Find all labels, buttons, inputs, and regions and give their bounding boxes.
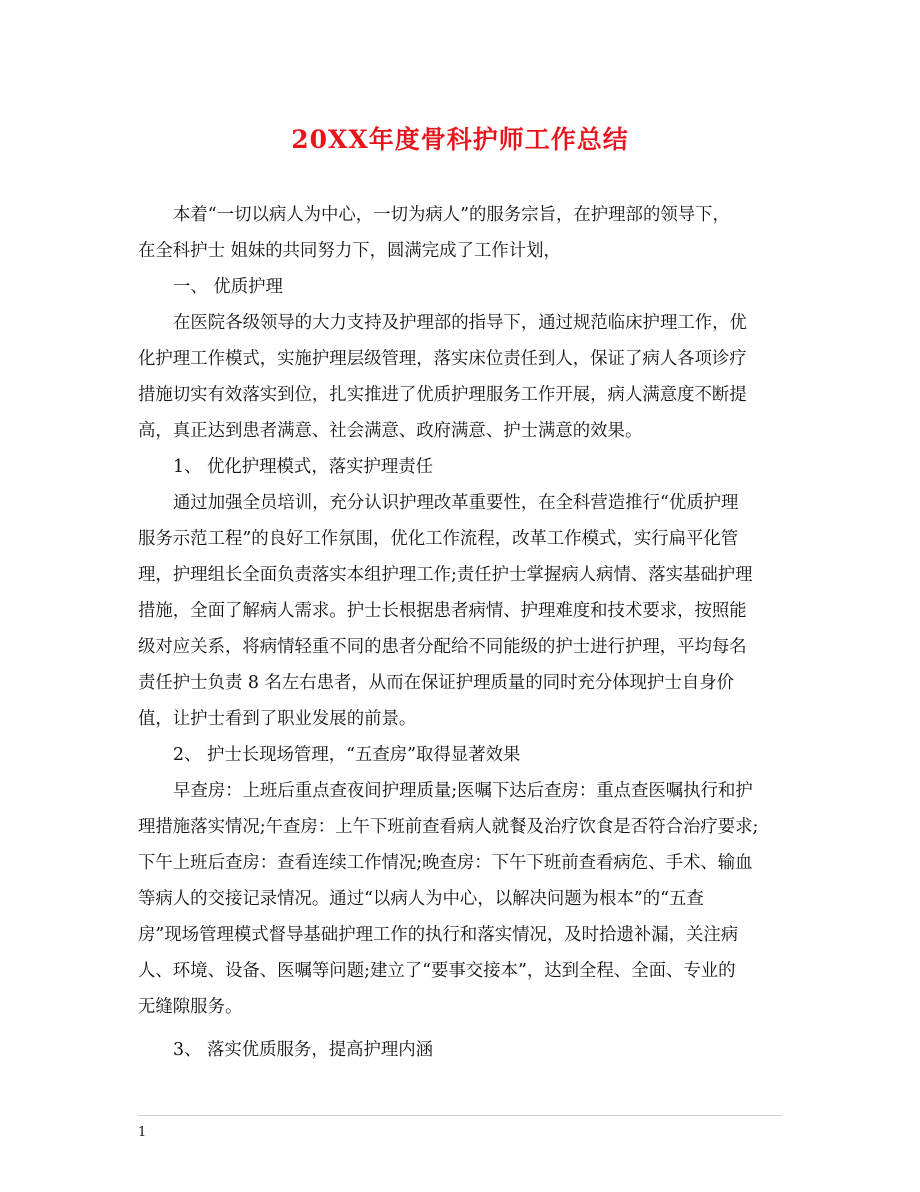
section-heading-1: 一、 优质护理 (173, 277, 283, 297)
paragraph-quality-line-4: 高，真正达到患者满意、社会满意、政府满意、护士满意的效果。 (138, 421, 643, 441)
paragraph-quality-line-3: 措施切实有效落实到位，扎实推进了优质护理服务工作开展，病人满意度不断提 (138, 385, 747, 405)
paragraph-quality-line-2: 化护理工作模式，实施护理层级管理，落实床位责任到人，保证了病人各项诊疗 (138, 349, 747, 369)
paragraph-rounds-line-5: 房”现场管理模式督导基础护理工作的执行和落实情况，及时拾遗补漏，关注病 (138, 925, 739, 945)
paragraph-model-line-3: 理，护理组长全面负责落实本组护理工作;责任护士掌握病人病情、落实基础护理 (138, 565, 753, 585)
page-number: 1 (138, 1125, 147, 1140)
paragraph-intro-line-1: 本着“一切以病人为中心，一切为病人”的服务宗旨，在护理部的领导下， (173, 205, 730, 225)
subsection-heading-2: 2、 护士长现场管理，“五查房”取得显著效果 (173, 745, 521, 765)
paragraph-model-line-6: 责任护士负责 8 名左右患者，从而在保证护理质量的同时充分体现护士自身价 (138, 673, 735, 693)
paragraph-rounds-line-3: 下午上班后查房：查看连续工作情况;晚查房：下午下班前查看病危、手术、输血 (138, 853, 753, 873)
paragraph-model-line-1: 通过加强全员培训，充分认识护理改革重要性，在全科营造推行“优质护理 (173, 493, 739, 513)
paragraph-intro-line-2: 在全科护士 姐妹的共同努力下，圆满完成了工作计划， (138, 241, 561, 261)
subsection-heading-3: 3、 落实优质服务，提高护理内涵 (173, 1040, 434, 1060)
paragraph-model-line-5: 级对应关系，将病情轻重不同的患者分配给不同能级的护士进行护理，平均每名 (138, 637, 747, 657)
footer-divider (138, 1115, 782, 1116)
subsection-heading-1: 1、 优化护理模式，落实护理责任 (173, 457, 434, 477)
paragraph-rounds-line-6: 人、环境、设备、医嘱等问题;建立了“要事交接本”，达到全程、全面、专业的 (138, 961, 736, 981)
paragraph-rounds-line-4: 等病人的交接记录情况。通过“以病人为中心，以解决问题为根本”的“五查 (138, 889, 704, 909)
paragraph-rounds-line-2: 理措施落实情况;午查房：上午下班前查看病人就餐及治疗饮食是否符合治疗要求; (138, 817, 759, 837)
paragraph-model-line-7: 值，让护士看到了职业发展的前景。 (138, 709, 417, 729)
document-title: 20XX年度骨科护师工作总结 (291, 125, 629, 154)
paragraph-quality-line-1: 在医院各级领导的大力支持及护理部的指导下，通过规范临床护理工作，优 (173, 313, 747, 333)
paragraph-rounds-line-1: 早查房：上班后重点查夜间护理质量;医嘱下达后查房：重点查医嘱执行和护 (173, 781, 753, 801)
paragraph-model-line-4: 措施，全面了解病人需求。护士长根据患者病情、护理难度和技术要求，按照能 (138, 601, 747, 621)
paragraph-rounds-line-7: 无缝隙服务。 (138, 997, 243, 1017)
paragraph-model-line-2: 服务示范工程”的良好工作氛围，优化工作流程，改革工作模式，实行扁平化管 (138, 529, 739, 549)
